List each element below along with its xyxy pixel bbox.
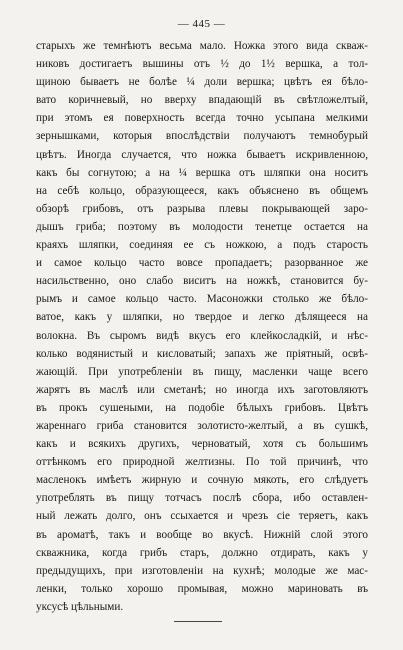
text-line: старыхъ же темнѣютъ весьма мало. Ножка этого вида скваж-: [36, 40, 368, 52]
page-number: — 445 —: [177, 18, 226, 30]
text-line: жареннаго гриба становится золотисто-желтый, а въ сушкѣ,: [36, 419, 368, 432]
text-line: жарятъ въ маслѣ или сметанѣ; но иногда ихъ заготовляютъ: [36, 383, 368, 396]
text-line: волокна. Въ сыромъ видѣ вкусъ его клейкосладкій, и нѣс-: [36, 329, 368, 342]
text-line: колько водянистый и кисловатый; запахъ же пріятный, освѣ-: [36, 347, 368, 360]
text-line: употреблять въ пищу тотчасъ послѣ сбора, ибо оставлен-: [36, 492, 368, 505]
text-line: зернышками, которыя впослѣдствіи получаютъ темнобурый: [36, 130, 368, 143]
text-line: какъ и всякихъ другихъ, черноватый, хотя съ большимъ: [36, 438, 368, 451]
text-line: скважника, когда грибъ старъ, должно отдирать, какъ у: [36, 546, 368, 559]
text-line: масленокъ имѣетъ жирную и сочную мякоть, его слѣдуетъ: [36, 474, 368, 487]
text-line: обзорѣ грибовъ, отъ разрыва плевы покрывающей заро-: [36, 202, 368, 215]
text-line: щиною бываетъ не болѣе ¼ доли вершка; цвѣтъ ея бѣло-: [36, 76, 368, 89]
text-line: рымъ и самое кольцо часто. Масоножки столько же бѣло-: [36, 293, 368, 306]
text-line: въ прокъ сушеными, на подобіе бѣлыхъ грибовъ. Цвѣтъ: [36, 401, 368, 414]
text-line: жающій. При употребленіи въ пищу, масленки чаще всего: [36, 365, 368, 378]
text-line: никовъ достигаетъ вышины отъ ½ до 1½ вершка, а тол-: [36, 58, 368, 71]
text-line: ный лежать долго, онъ ссыхается и чрезъ сіе теряетъ, какъ: [36, 510, 368, 523]
text-line: при этомъ ея поверхность всегда точно усыпана мелкими: [36, 112, 368, 125]
section-divider: [174, 621, 222, 622]
text-line: уксусѣ цѣльными.: [36, 600, 124, 613]
text-line: цвѣтъ. Иногда случается, что ножка бываетъ искривленною,: [36, 148, 368, 161]
text-line: оттѣнкомъ его природной желтизны. По той причинѣ, что: [36, 456, 368, 469]
text-line: ленки, только хорошо промывая, можно мариновать въ: [36, 582, 368, 595]
text-line: въ ароматѣ, такъ и вообще во вкусѣ. Нижній слой этого: [36, 528, 368, 541]
text-line: и самое кольцо часто вовсе пропадаетъ; разорванное же: [36, 257, 368, 270]
body-text: [36, 37, 368, 616]
text-line: краяхъ шляпки, соединяя ее съ ножкою, а подъ старость: [36, 239, 368, 252]
text-line: ватое, какъ у шляпки, но твердое и легко дѣлящееся на: [36, 311, 368, 324]
text-line: какъ бы согнутою; а на ¼ вершка отъ шляпки она носитъ: [36, 166, 368, 179]
text-line: дышъ гриба; поэтому въ молодости тенетце остается на: [36, 220, 368, 233]
text-line: вато коричневый, но вверху впадающій въ свѣтложелтый,: [36, 94, 368, 107]
text-line: на себѣ кольцо, образующееся, какъ объяснено въ общемъ: [36, 184, 368, 197]
text-line: насильственно, оно слабо виситъ на ножкѣ, становится бу-: [36, 275, 368, 288]
text-line: предыдущихъ, при изготовленіи на кухнѣ; молодые же мас-: [36, 564, 368, 577]
